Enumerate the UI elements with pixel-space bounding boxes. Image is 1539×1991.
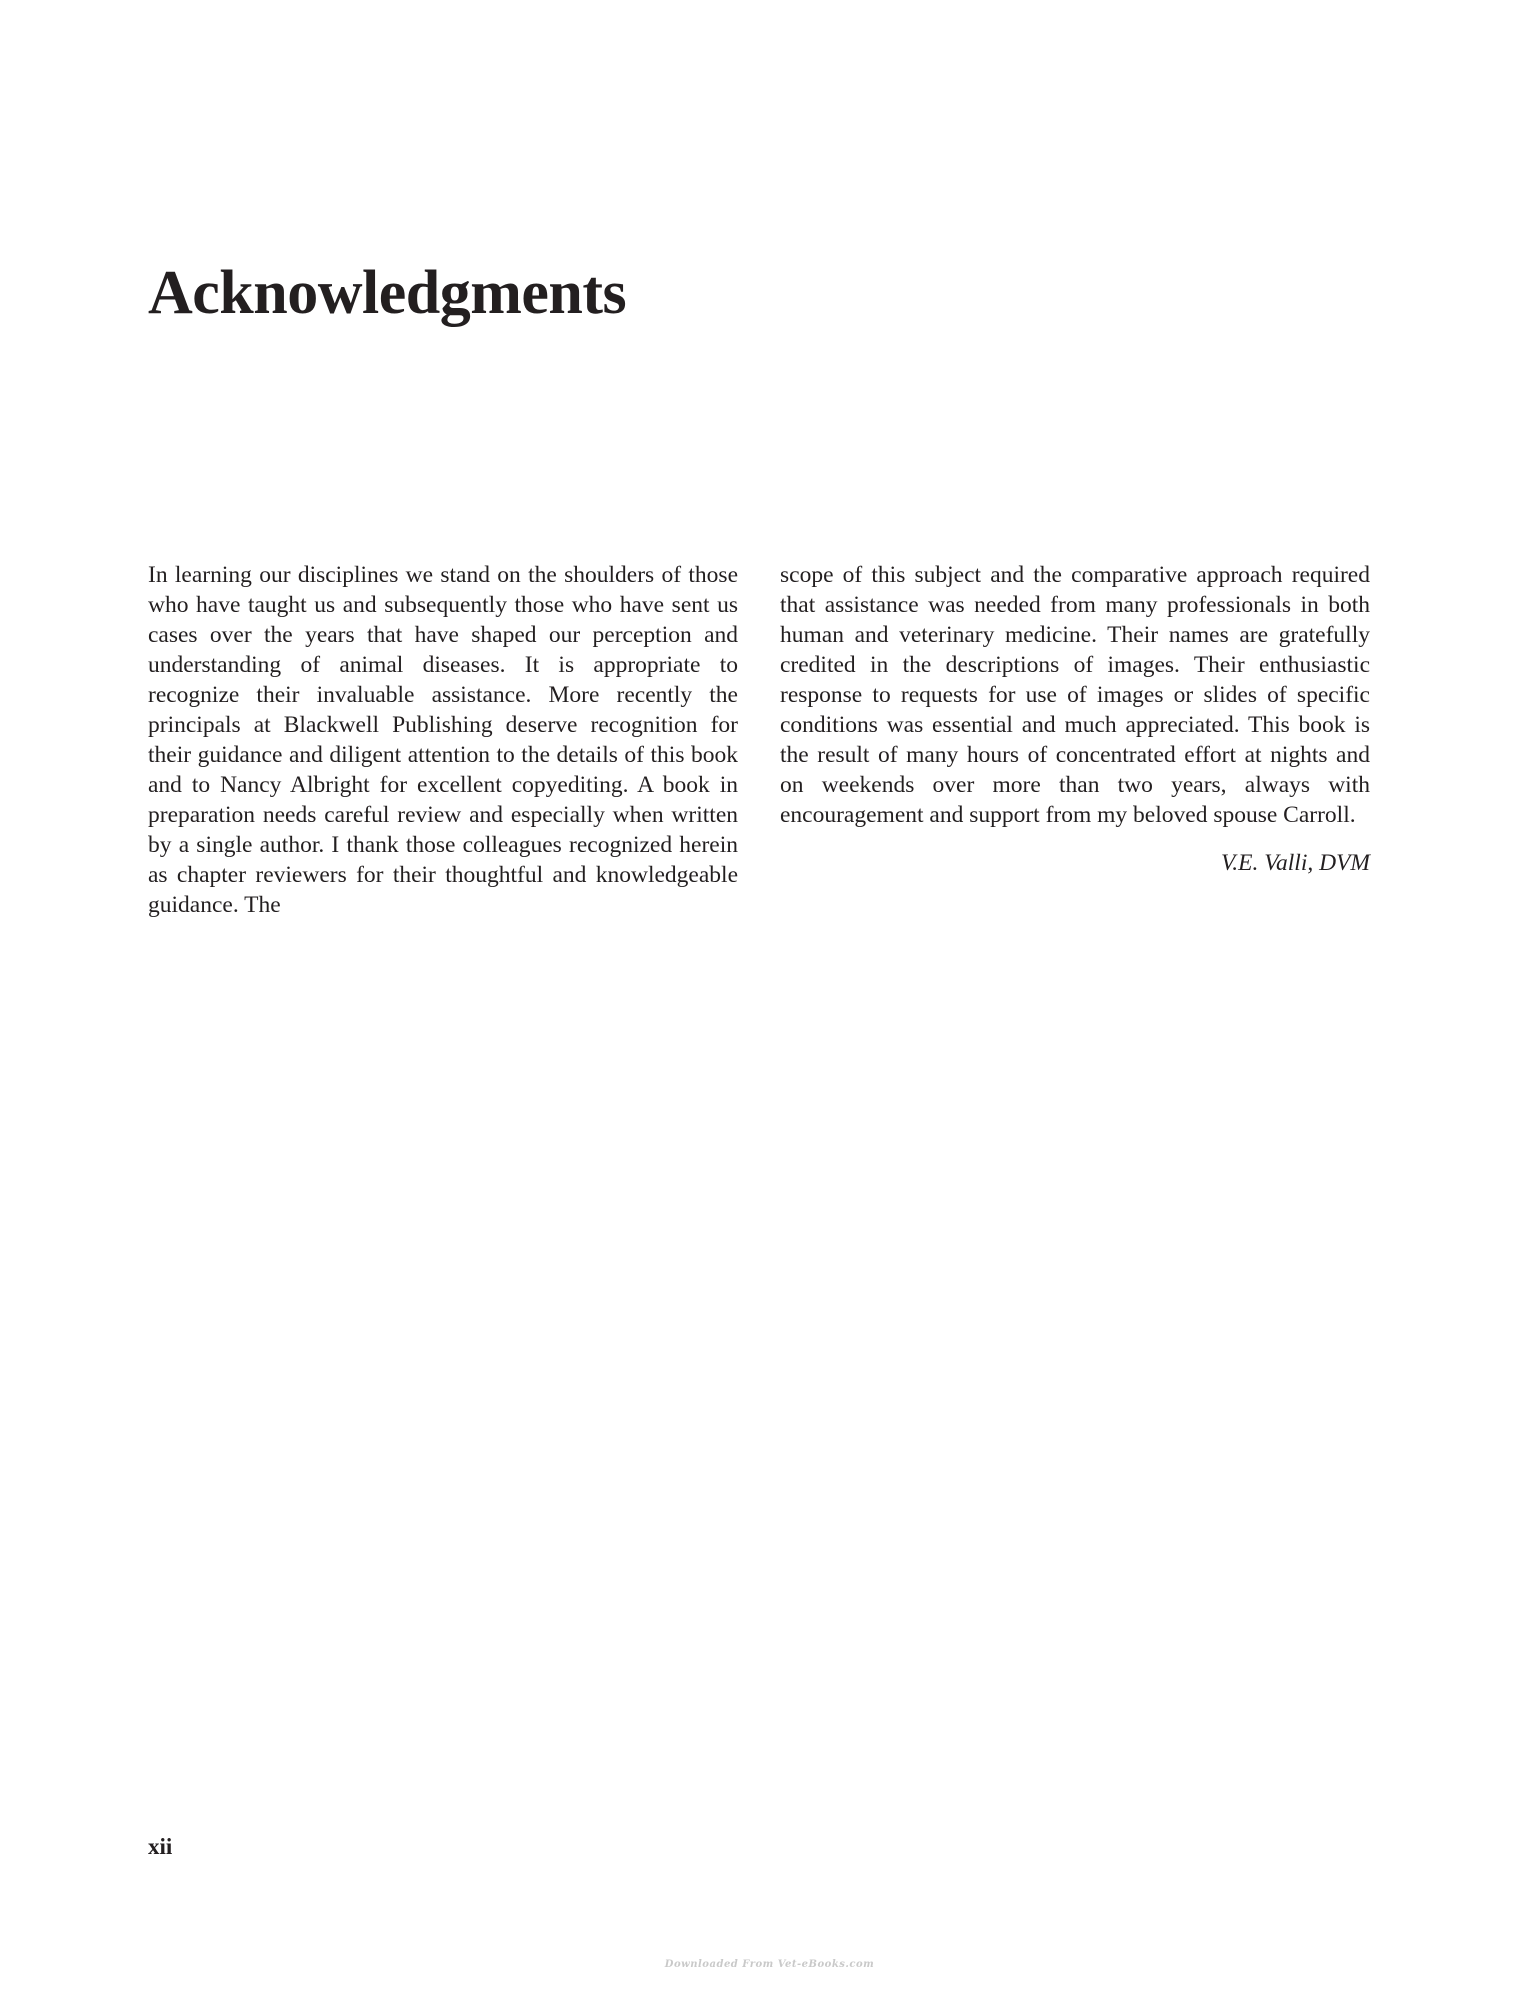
left-column — [148, 560, 738, 920]
footer-watermark: Downloaded From Vet-eBooks.com — [664, 1959, 875, 1970]
body-columns — [148, 560, 1370, 920]
page-title: Acknowledgments — [148, 259, 627, 327]
author-signature: V.E. Valli, DVM — [1220, 850, 1370, 876]
page-number: xii — [148, 1834, 173, 1859]
acknowledgment-paragraph-left: In learning our disciplines we stand on the shoulders of those who have taught us and subsequently those who have sent us cases over the years that have shaped our perception and understanding of animal diseases. It is appropriate to recognize their invaluable assistance. More recently the principals at Blackwell Publishing deserve recognition for their guidance and diligent attention to the details of this book and to Nancy Albright for excellent copyediting. A book in preparation needs careful review and especially when written by a single author. I thank those colleagues recognized herein as chapter reviewers for their thoughtful and knowledgeable guidance. The — [148, 562, 738, 918]
right-column — [780, 560, 1370, 920]
acknowledgment-paragraph-right: scope of this subject and the comparative approach required that assistance was needed from many professionals in both human and veterinary medicine. Their names are gratefully credited in the descriptions of images. Their enthusiastic response to requests for use of images or slides of specific conditions was essential and much appreciated. This book is the result of many hours of concentrated effort at nights and on weekends over more than two years, always with encouragement and support from my beloved spouse Carroll. — [780, 562, 1370, 828]
